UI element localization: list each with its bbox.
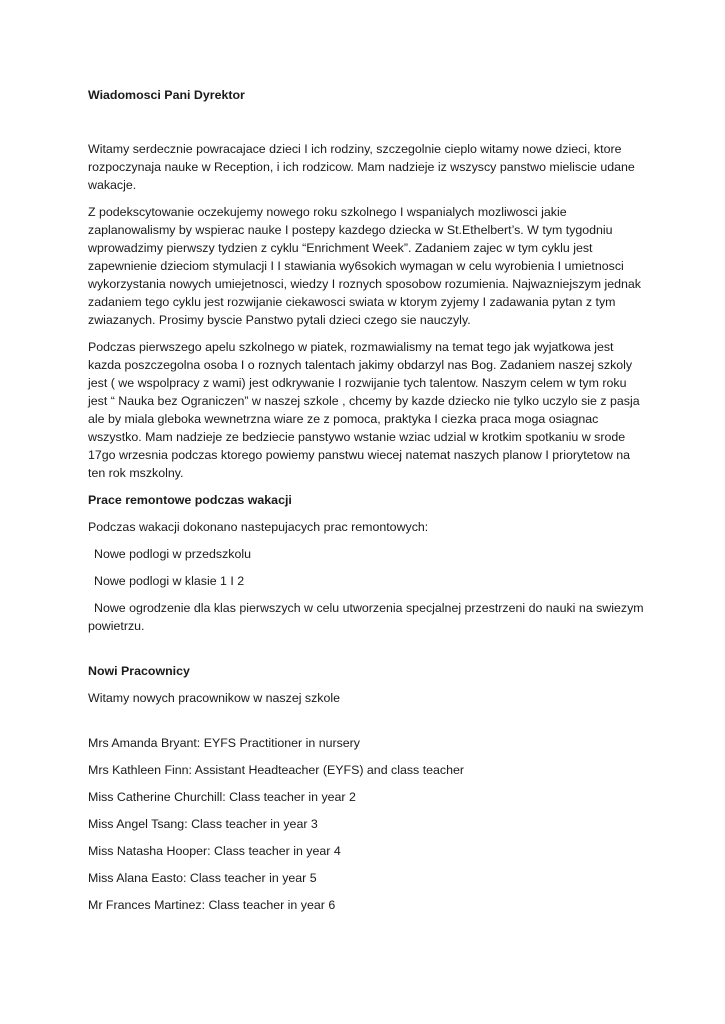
staff-member: Miss Catherine Churchill: Class teacher in year 2 <box>88 790 356 804</box>
section-spacer <box>88 644 648 662</box>
paragraph-welcome: Witamy serdecznie powracajace dzieci I ich rodziny, szczegolnie cieplo witamy nowe dzieci, ktore rozpoczynaja nauke w Reception, i ich rodzicow. Mam nadzieje iz wszyscy panstwo mieliscie udane wakacje. <box>88 142 635 192</box>
staff-member: Miss Angel Tsang: Class teacher in year 3 <box>88 817 318 831</box>
staff-member: Miss Natasha Hooper: Class teacher in year 4 <box>88 844 341 858</box>
renovation-heading: Prace remontowe podczas wakacji <box>88 493 292 507</box>
paragraph-assembly: Podczas pierwszego apelu szkolnego w piatek, rozmawialismy na temat tego jak wyjatkowa jest kazda poszczegolna osoba I o roznych talentach jakimy obdarzyl nas Bog. Zadaniem naszej szkoly jest ( we wspolpracy z wami) jest odkrywanie I rozwijanie tych talentow. Naszym celem w tym roku jest “ Nauka bez Ograniczen” w naszej szkole , chcemy by kazde dziecko nie tylko uczylo sie z pasja ale by miala gleboka wewnetrzna wiare ze z pomoca, praktyka I ciezka praca moga osiagnac wszystko. Mam nadzieje ze bedziecie panstywo wstanie wziac udzial w krotkim spotkaniu w srode 17go wrzesnia podczas ktorego powiemy panstwu wiecej natemat naszych planow I priorytetow na ten rok mszkolny. <box>88 340 640 480</box>
paragraph-new-year: Z podekscytowanie oczekujemy nowego roku szkolnego I wspanialych mozliwosci jakie zaplanowalismy by wspierac nauke I postepy kazdego dziecka w St.Ethelbert’s. W tym tygodniu wprowadzimy pierwszy tydzien z cyklu “Enrichment Week”. Zadaniem zajec w tym cyklu jest zapewnienie dzieciom stymulacji I I stawiania wy6sokich wymagan w celu wyrobienia I umietnosci wykorzystania nowych umiejetnosci, wiedzy I roznych sposobow rozumienia. Najwazniejszym jednak zadaniem tego cyklu jest rozwijanie ciekawosci swiata w ktorym zyjemy I zadawania pytan z tym zwiazanych. Prosimy byscie Panstwo pytali dzieci czego sie nauczyly. <box>88 205 641 327</box>
renovation-item: Nowe podlogi w przedszkolu <box>94 547 252 561</box>
staff-member: Mr Frances Martinez: Class teacher in year 6 <box>88 898 336 912</box>
staff-heading: Nowi Pracownicy <box>88 664 190 678</box>
renovation-item: Nowe ogrodzenie dla klas pierwszych w celu utworzenia specjalnej przestrzeni do nauki na swiezym powietrzu. <box>88 601 644 633</box>
document-title: Wiadomosci Pani Dyrektor <box>88 88 245 102</box>
staff-intro: Witamy nowych pracownikow w naszej szkole <box>88 691 341 705</box>
section-spacer <box>88 716 648 734</box>
renovation-intro: Podczas wakacji dokonano nastepujacych prac remontowych: <box>88 520 429 534</box>
staff-member: Mrs Kathleen Finn: Assistant Headteacher (EYFS) and class teacher <box>88 763 465 777</box>
renovation-item: Nowe podlogi w klasie 1 I 2 <box>94 574 245 588</box>
document-body <box>88 86 648 923</box>
staff-member: Miss Alana Easto: Class teacher in year 5 <box>88 871 317 885</box>
staff-member: Mrs Amanda Bryant: EYFS Practitioner in nursery <box>88 736 361 750</box>
